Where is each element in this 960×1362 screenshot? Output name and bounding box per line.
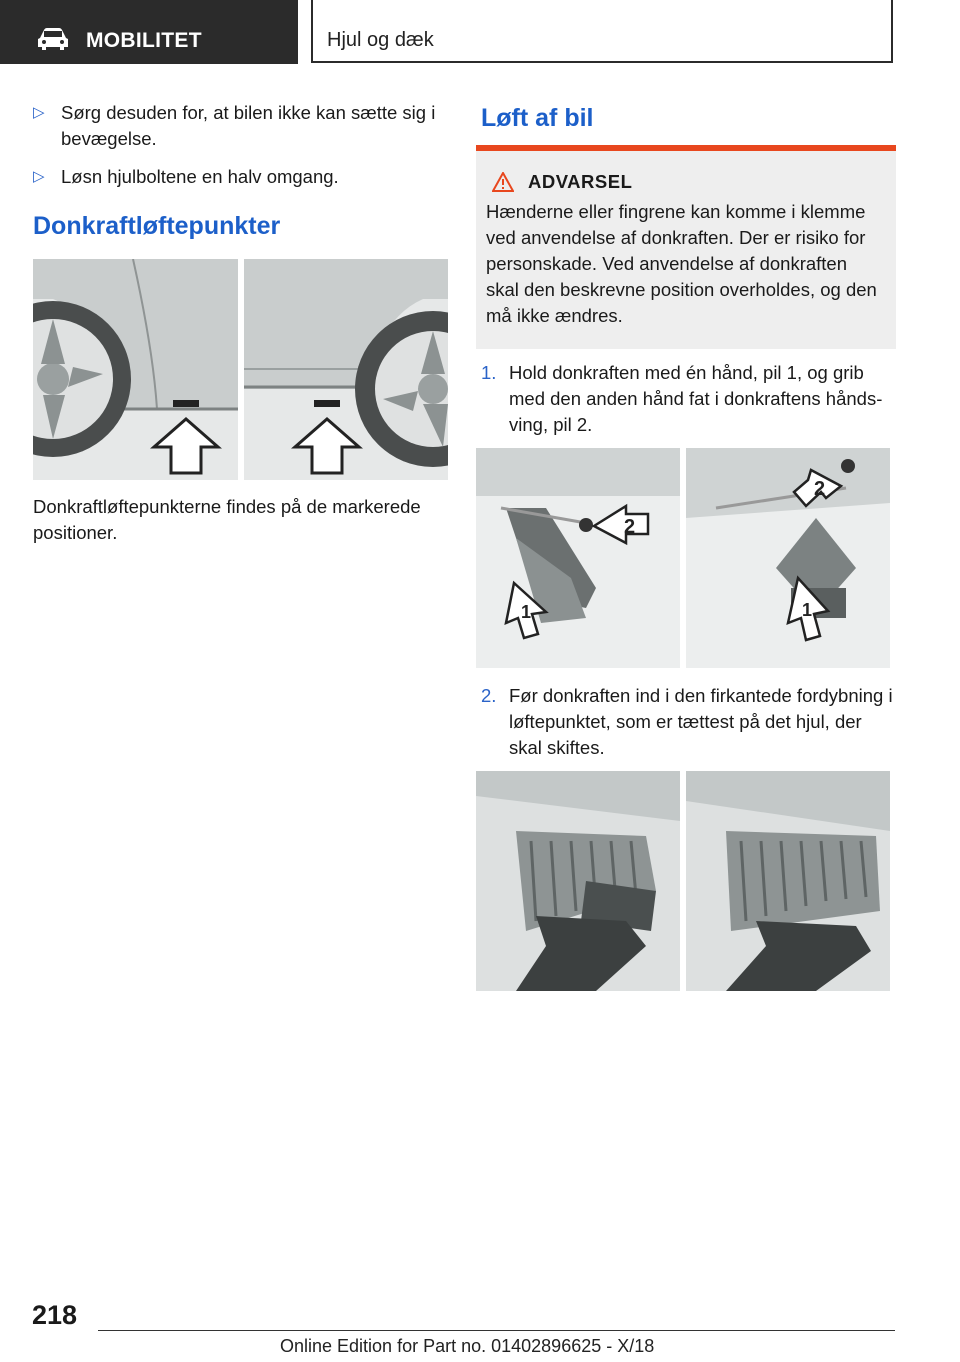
step-number: 2. [481,685,497,706]
bullet-text: Sørg desuden for, at bilen ikke kan sætte sig i bevægelse. [61,102,436,149]
jack-placement-figure [476,771,890,991]
section-tab [0,0,298,64]
bullet-text: Løsn hjulboltene en halv omgang. [61,166,339,187]
warning-triangle-icon [492,172,514,192]
warning-body: Hænderne eller fingrene kan komme i klemme ved anvendelse af donkraften. Der er risiko for personskade. Ved anvendelse af donkraften skal den beskrevne position overholdes, og den må ikke ændres. [486,201,877,326]
jack-placement-illustration [476,771,890,991]
jack-illustration [476,448,890,668]
arrow-label-1: 1 [521,602,532,622]
step-text: Hold donkraften med én hånd, pil 1, og grib med den anden hånd fat i donkraftens håndsving, pil 2. [509,362,883,435]
bullet-item [33,164,448,190]
arrow-label-2: 2 [624,516,636,538]
warning-title: ADVARSEL [528,171,633,192]
step-item [476,360,896,438]
step-number: 1. [481,362,497,383]
jack-handling-figure [476,448,890,668]
step-item [476,683,896,761]
page-number: 218 [32,1300,78,1330]
arrow-label-2b: 2 [814,478,826,500]
figure-caption: Donkraftløftepunkterne findes på de markerede positioner. [33,496,421,543]
jack-points-figure [33,259,448,480]
bullet-item [33,100,448,152]
car-icon [36,28,70,50]
warning-box [476,145,896,349]
car-side-illustration [33,259,448,480]
triangle-bullet-icon: ▷ [33,168,45,185]
step-text: Før donkraften ind i den firkantede fordybning i løftepunktet, som er tættest på det hjul, der skal skiftes. [509,685,893,758]
arrow-label-1b: 1 [802,600,813,620]
left-column [33,100,448,546]
chapter-header [311,0,893,63]
section-heading-lift: Løft af bil [481,104,594,132]
chapter-title: Hjul og dæk [327,29,434,51]
edition-footer: Online Edition for Part no. 01402896625 - X/18 [280,1336,655,1356]
section-heading: Donkraftløftepunkter [33,212,281,240]
triangle-bullet-icon: ▷ [33,104,45,121]
footer-divider [98,1330,895,1331]
section-label: MOBILITET [86,29,202,52]
